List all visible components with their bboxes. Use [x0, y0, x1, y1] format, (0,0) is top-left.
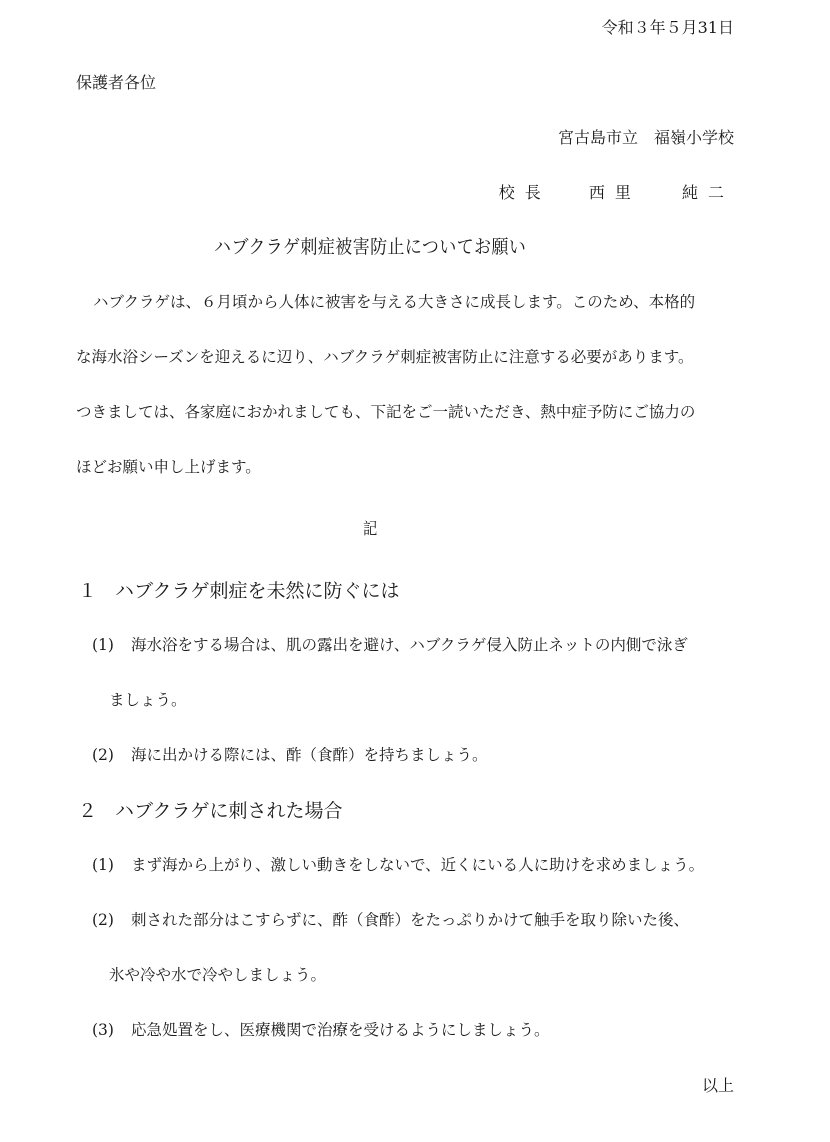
body-line-3: つきましては、各家庭におかれましても、下記をご一読いただき、熱中症予防にご協力の — [76, 403, 696, 421]
section-number: ２ — [78, 800, 98, 822]
item-continuation: 氷や冷や水で冷やしましょう。 — [109, 966, 327, 984]
ki-marker: 記 — [363, 519, 378, 538]
list-item — [92, 858, 704, 874]
list-item — [92, 1023, 549, 1039]
list-item — [92, 913, 689, 929]
principal-signature — [499, 185, 734, 201]
item-number: (2) — [92, 746, 114, 764]
section-heading-1 — [78, 582, 399, 601]
section-title: ハブクラゲ刺症を未然に防ぐには — [115, 580, 400, 602]
section-number: １ — [78, 580, 98, 602]
body-line-1: ハブクラゲは、６月頃から人体に被害を与える大きさに成長します。このため、本格的 — [93, 293, 696, 311]
document-title: ハブクラゲ刺症被害防止についてお願い — [214, 236, 527, 258]
body-line-4: ほどお願い申し上げます。 — [76, 458, 261, 476]
principal-title: 校長 — [498, 183, 551, 202]
item-text: 海水浴をする場合は、肌の露出を避け、ハブクラゲ侵入防止ネットの内側で泳ぎ — [130, 636, 688, 654]
item-continuation: ましょう。 — [109, 691, 187, 709]
item-text: 応急処置をし、医療機関で治療を受けるようにしましょう。 — [130, 1021, 550, 1039]
item-text: まず海から上がり、激しい動きをしないで、近くにいる人に助けを求めましょう。 — [130, 856, 705, 874]
list-item — [92, 748, 487, 764]
item-text: 刺された部分はこすらずに、酢（食酢）をたっぷりかけて触手を取り除いた後、 — [130, 911, 689, 929]
body-line-2: な海水浴シーズンを迎えるに辺り、ハブクラゲ刺症被害防止に注意する必要があります。 — [76, 348, 694, 366]
item-text: 海に出かける際には、酢（食酢）を持ちましょう。 — [130, 746, 488, 764]
closing-mark: 以上 — [701, 1076, 734, 1095]
item-number: (3) — [92, 1021, 114, 1039]
recipient: 保護者各位 — [76, 73, 157, 92]
document-date: 令和３年５月31日 — [601, 18, 734, 37]
item-number: (1) — [92, 856, 114, 874]
school-name: 宮古島市立 福嶺小学校 — [557, 128, 734, 147]
principal-name: 西里 純二 — [588, 183, 734, 202]
item-number: (1) — [92, 636, 114, 654]
section-heading-2 — [78, 802, 342, 821]
section-title: ハブクラゲに刺された場合 — [115, 800, 343, 822]
list-item — [92, 638, 688, 654]
item-number: (2) — [92, 911, 114, 929]
